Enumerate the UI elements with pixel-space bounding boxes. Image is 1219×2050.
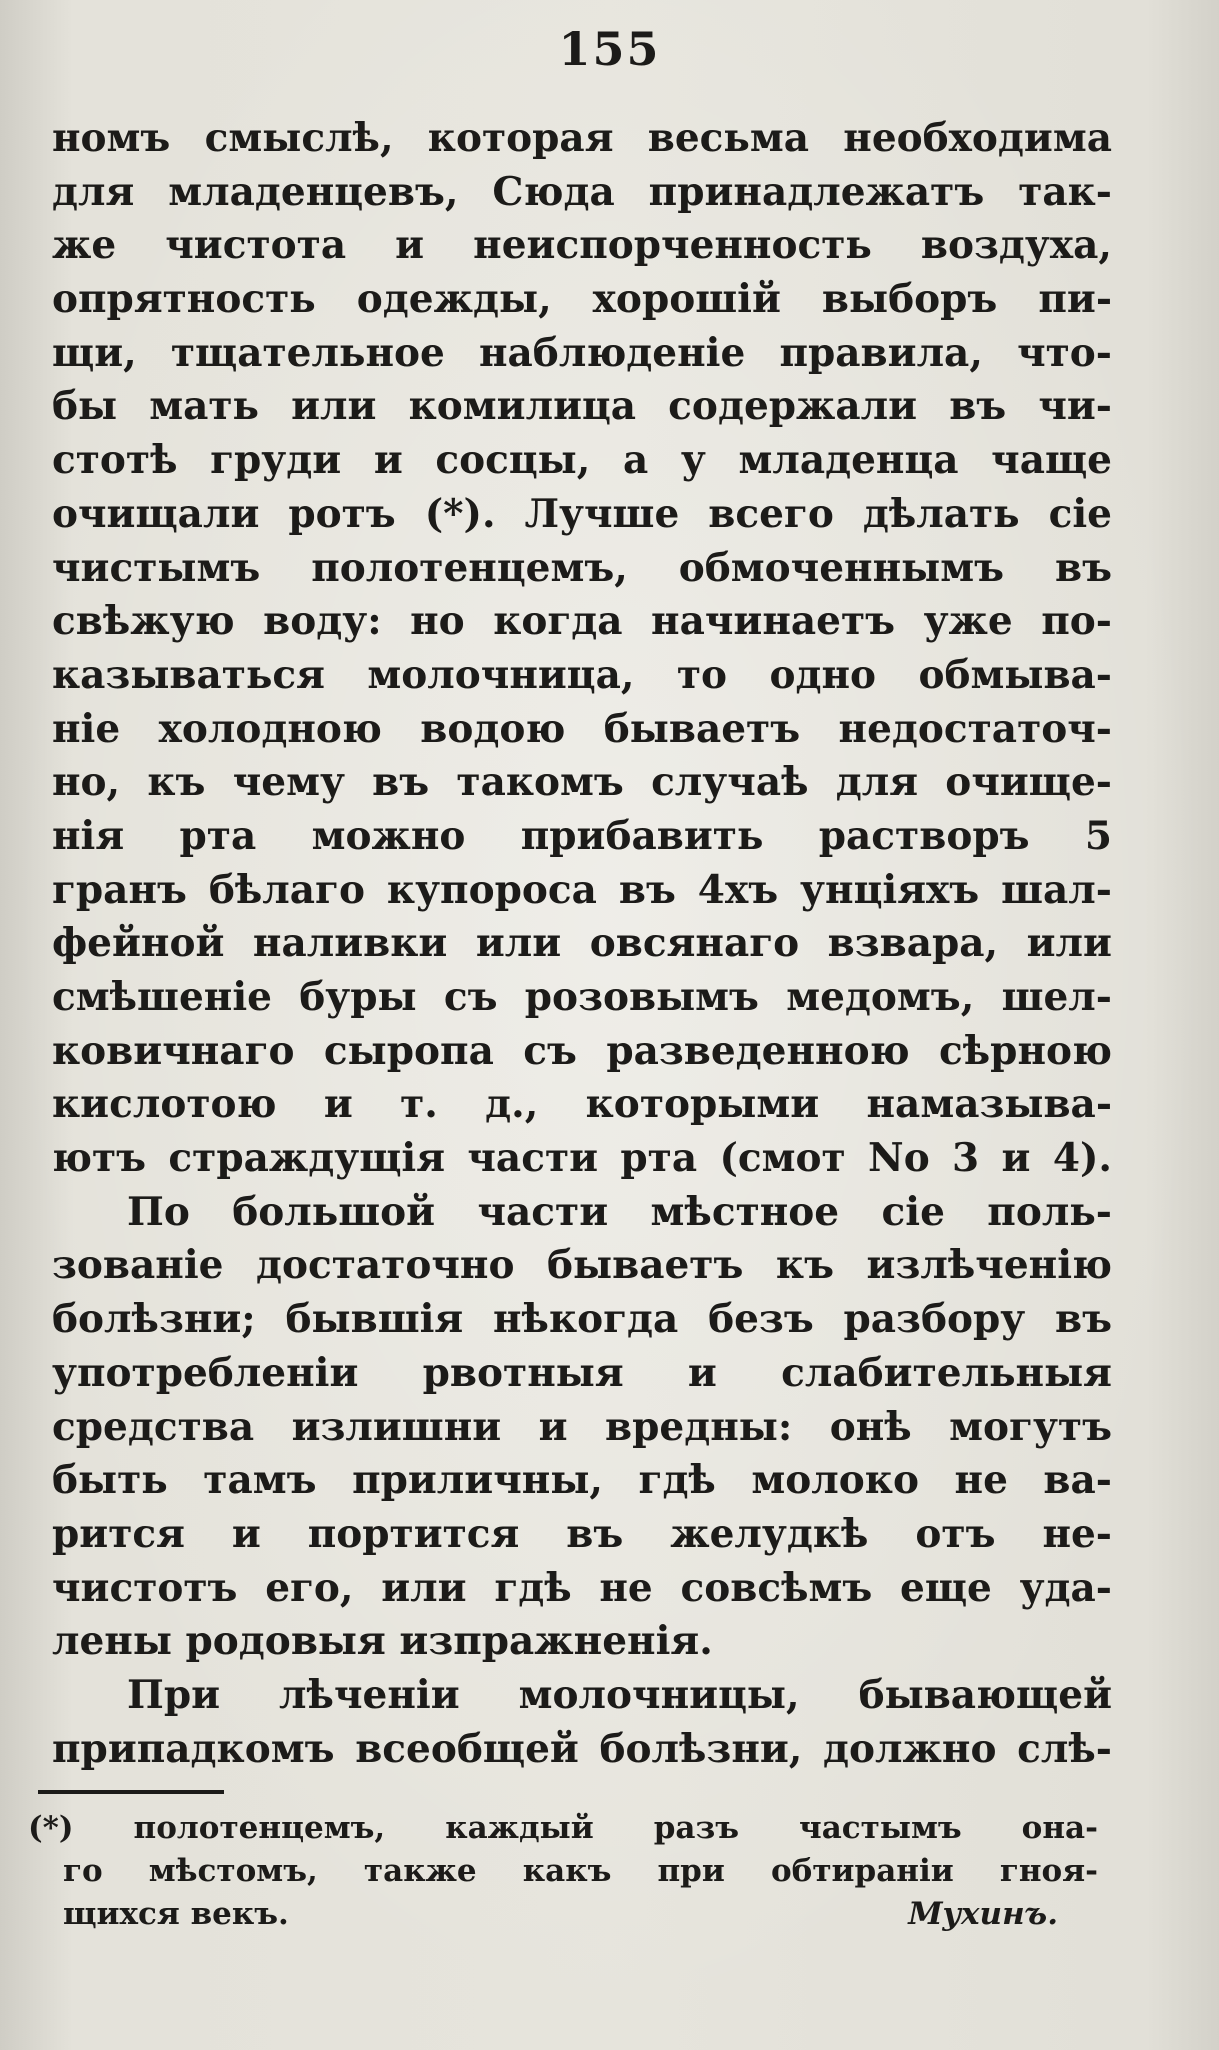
text-line: средства излишни и вредны: онѣ могутъ <box>52 1403 1112 1450</box>
text-line: для младенцевъ, Сюда принадлежатъ так- <box>52 168 1112 215</box>
paragraph-start-line: По большой части мѣстное сіе поль- <box>127 1188 1112 1235</box>
text-line: номъ смыслѣ, которая весьма необходима <box>52 115 1112 161</box>
footnote-divider <box>38 1790 224 1794</box>
text-line: же чистота и неиспорченность воздуха, <box>52 222 1112 269</box>
paragraph-end-line: лены родовыя изпражненія. <box>52 1618 713 1665</box>
text-line: чистымъ полотенцемъ, обмоченнымъ въ <box>52 544 1112 591</box>
footnote-signature: Мухинъ. <box>908 1896 1058 1932</box>
footnote-line: щихся векъ. <box>63 1896 289 1932</box>
footnote-line: го мѣстомъ, также какъ при обтираніи гноя- <box>63 1853 1098 1889</box>
text-line: смѣшеніе буры съ розовымъ медомъ, шел- <box>52 974 1112 1020</box>
text-line: зованіе достаточно бываетъ къ излѣченію <box>52 1242 1112 1289</box>
text-line: нія рта можно прибавить растворъ 5 <box>52 812 1112 859</box>
text-line: быть тамъ приличны, гдѣ молоко не ва- <box>52 1457 1112 1504</box>
text-line: ніе холодною водою бываетъ недостаточ- <box>52 705 1112 752</box>
paragraph-start-line: При лѣченіи молочницы, бывающей <box>127 1671 1112 1718</box>
text-line: рится и портится въ желудкѣ отъ не- <box>52 1510 1112 1557</box>
footnote-line: (*) полотенцемъ, каждый разъ частымъ она- <box>28 1810 1098 1846</box>
text-line: казываться молочница, то одно обмыва- <box>52 651 1112 698</box>
text-line: щи, тщательное наблюденіе правила, что- <box>52 329 1112 376</box>
text-line: чистотъ его, или гдѣ не совсѣмъ еще уда- <box>52 1564 1112 1611</box>
text-line: свѣжую воду: но когда начинаетъ уже по- <box>52 598 1112 645</box>
body-text <box>52 112 1112 1776</box>
text-line: бы мать или комилица содержали въ чи- <box>52 383 1112 430</box>
text-line: но, къ чему въ такомъ случаѣ для очище- <box>52 759 1112 806</box>
text-line: кислотою и т. д., которыми намазыва- <box>52 1081 1112 1128</box>
text-line: болѣзни; бывшія нѣкогда безъ разбору въ <box>52 1296 1112 1343</box>
text-line: ютъ страждущія части рта (смот No 3 и 4). <box>52 1135 1112 1182</box>
page-number: 155 <box>558 22 661 76</box>
text-line: очищали ротъ (*). Лучше всего дѣлать сіе <box>52 490 1112 537</box>
text-line: опрятность одежды, хорошій выборъ пи- <box>52 276 1112 323</box>
text-line: гранъ бѣлаго купороса въ 4хъ унціяхъ шал- <box>52 866 1112 913</box>
text-line: фейной наливки или овсянаго взвара, или <box>52 920 1112 967</box>
text-line: припадкомъ всеобщей болѣзни, должно слѣ- <box>52 1725 1112 1772</box>
text-line: стотѣ груди и сосцы, а у младенца чаще <box>52 437 1112 484</box>
footnote-last-line <box>28 1893 1098 1936</box>
footnote <box>28 1807 1098 1936</box>
text-line: ковичнаго сыропа съ разведенною сѣрною <box>52 1027 1112 1074</box>
text-line: употребленіи рвотныя и слабительныя <box>52 1349 1112 1396</box>
